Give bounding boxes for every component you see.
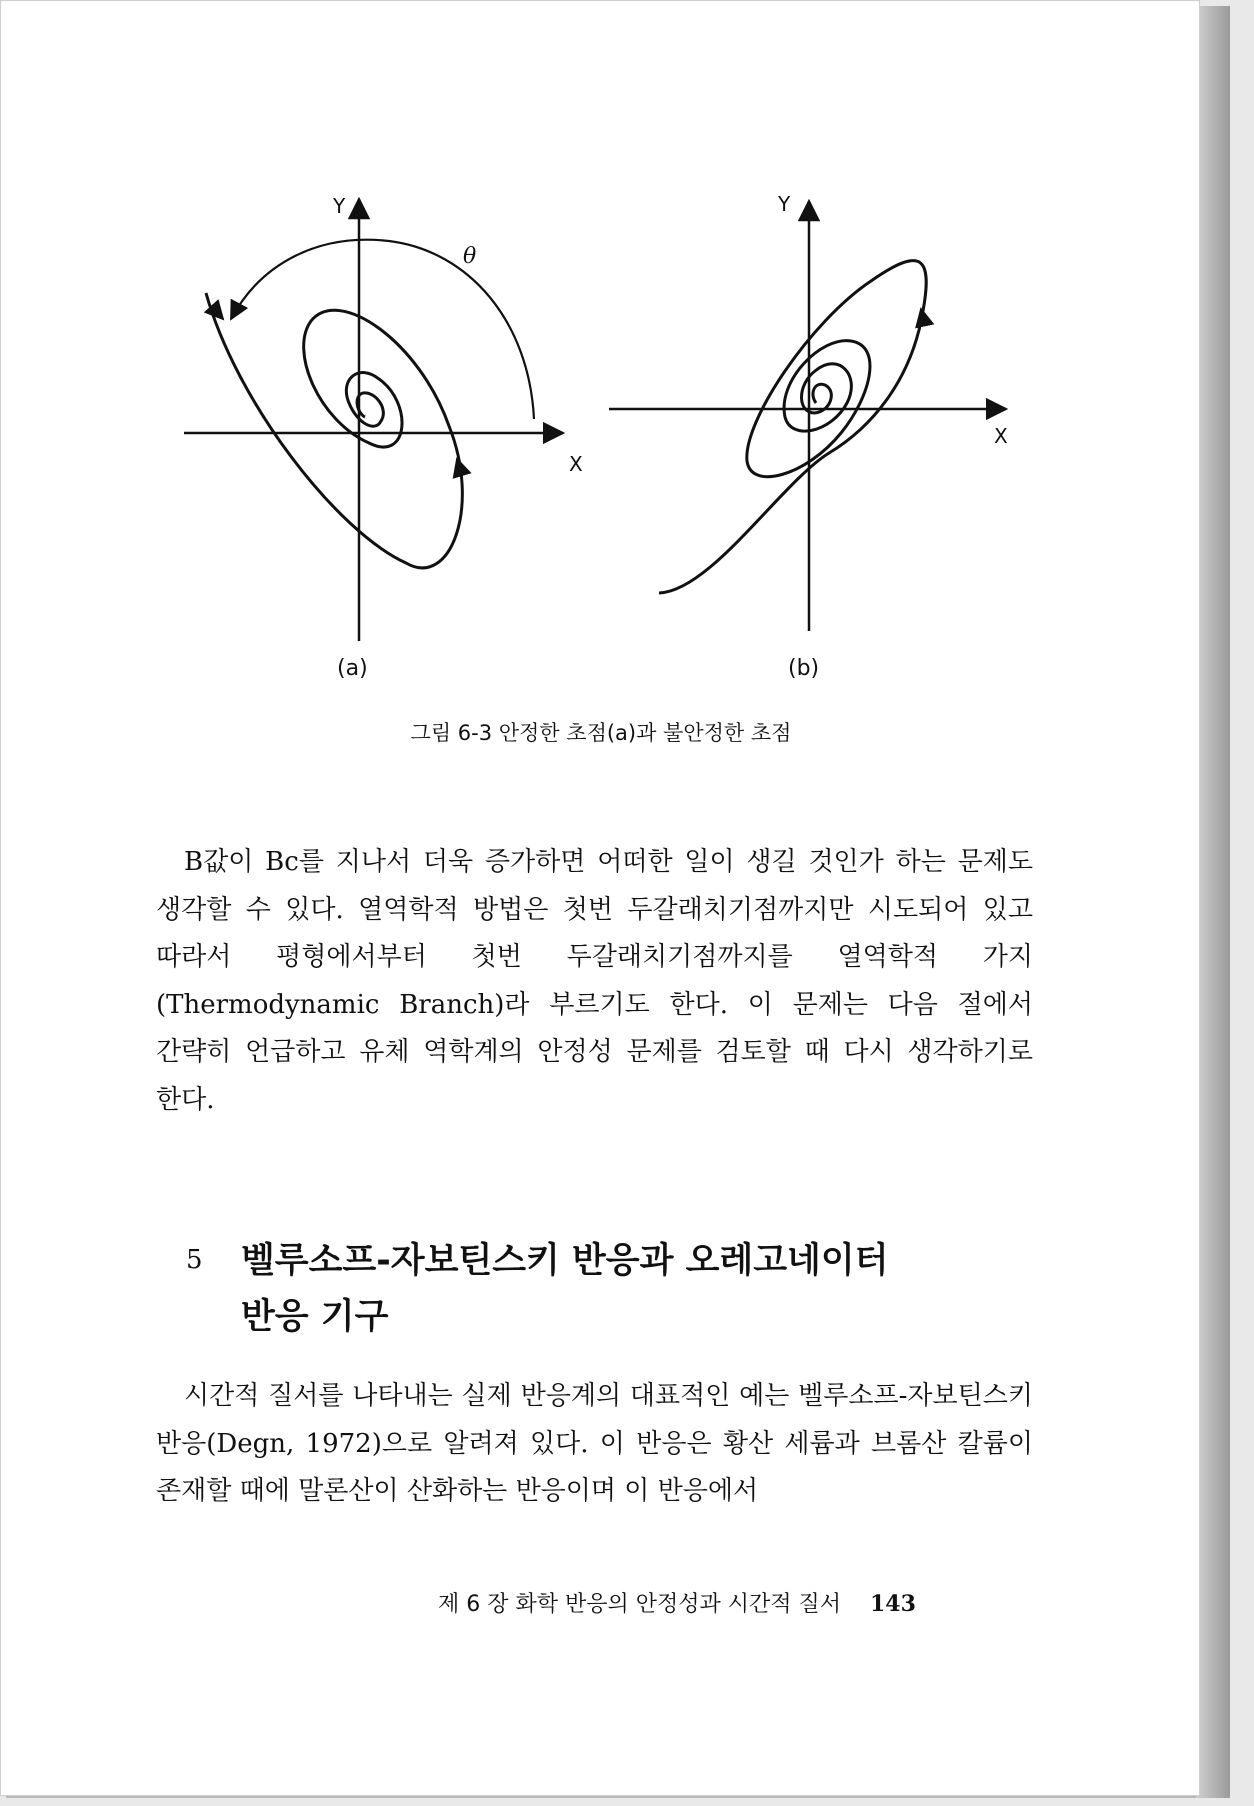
panel-b-label: (b) xyxy=(788,656,820,681)
figure-6-3 xyxy=(151,171,1051,701)
footer-chapter-title: 제 6 장 화학 반응의 안정성과 시간적 질서 xyxy=(438,1592,841,1617)
page-edge xyxy=(1196,6,1230,1798)
section-title-line1: 벨루소프-자보틴스키 반응과 오레고네이터 xyxy=(241,1241,889,1281)
panel-b-spiral xyxy=(659,261,926,593)
body-paragraph-1: B값이 Bc를 지나서 더욱 증가하면 어떠한 일이 생길 것인가 하는 문제도 생각할 수 있다. 열역학적 방법은 첫번 두갈래치기점까지만 시도되어 있고 따라서 평형에서부터 첫번 두갈래치기점까지를 열역학적 가지(Thermodynamic Branch)라 부르기도 한다. 이 문제는 다음 절에서 간략히 언급하고 유체 역학계의 안정성 문제를 검토할 때 다시 생각하기로 한다. xyxy=(156,847,1033,1115)
panel-a-x-label: X xyxy=(569,452,583,476)
panel-b-diagram xyxy=(609,201,1006,631)
section-title-line2: 반응 기구 xyxy=(241,1297,389,1337)
body-paragraph-2: 시간적 질서를 나타내는 실제 반응계의 대표적인 예는 벨루소프-자보틴스키 반응(Degn, 1972)으로 알려져 있다. 이 반응은 황산 세륨과 브롬산 칼륨이 존재할 때에 말론산이 산화하는 반응이며 이 반응에서 xyxy=(156,1381,1033,1506)
panel-a-label: (a) xyxy=(337,656,368,681)
figure-svg xyxy=(151,171,1051,701)
panel-a-angle-label: θ xyxy=(463,244,477,269)
panel-a-y-label: Y xyxy=(333,194,346,218)
running-footer xyxy=(438,1587,916,1618)
figure-caption: 그림 6-3 안정한 초점(a)과 불안정한 초점 xyxy=(410,721,792,745)
page-number: 143 xyxy=(869,1591,916,1617)
panel-b-y-label: Y xyxy=(778,192,791,216)
panel-a-diagram xyxy=(184,199,563,641)
panel-a-spiral xyxy=(206,293,462,568)
section-number: 5 xyxy=(186,1245,203,1275)
panel-b-x-label: X xyxy=(994,424,1008,448)
